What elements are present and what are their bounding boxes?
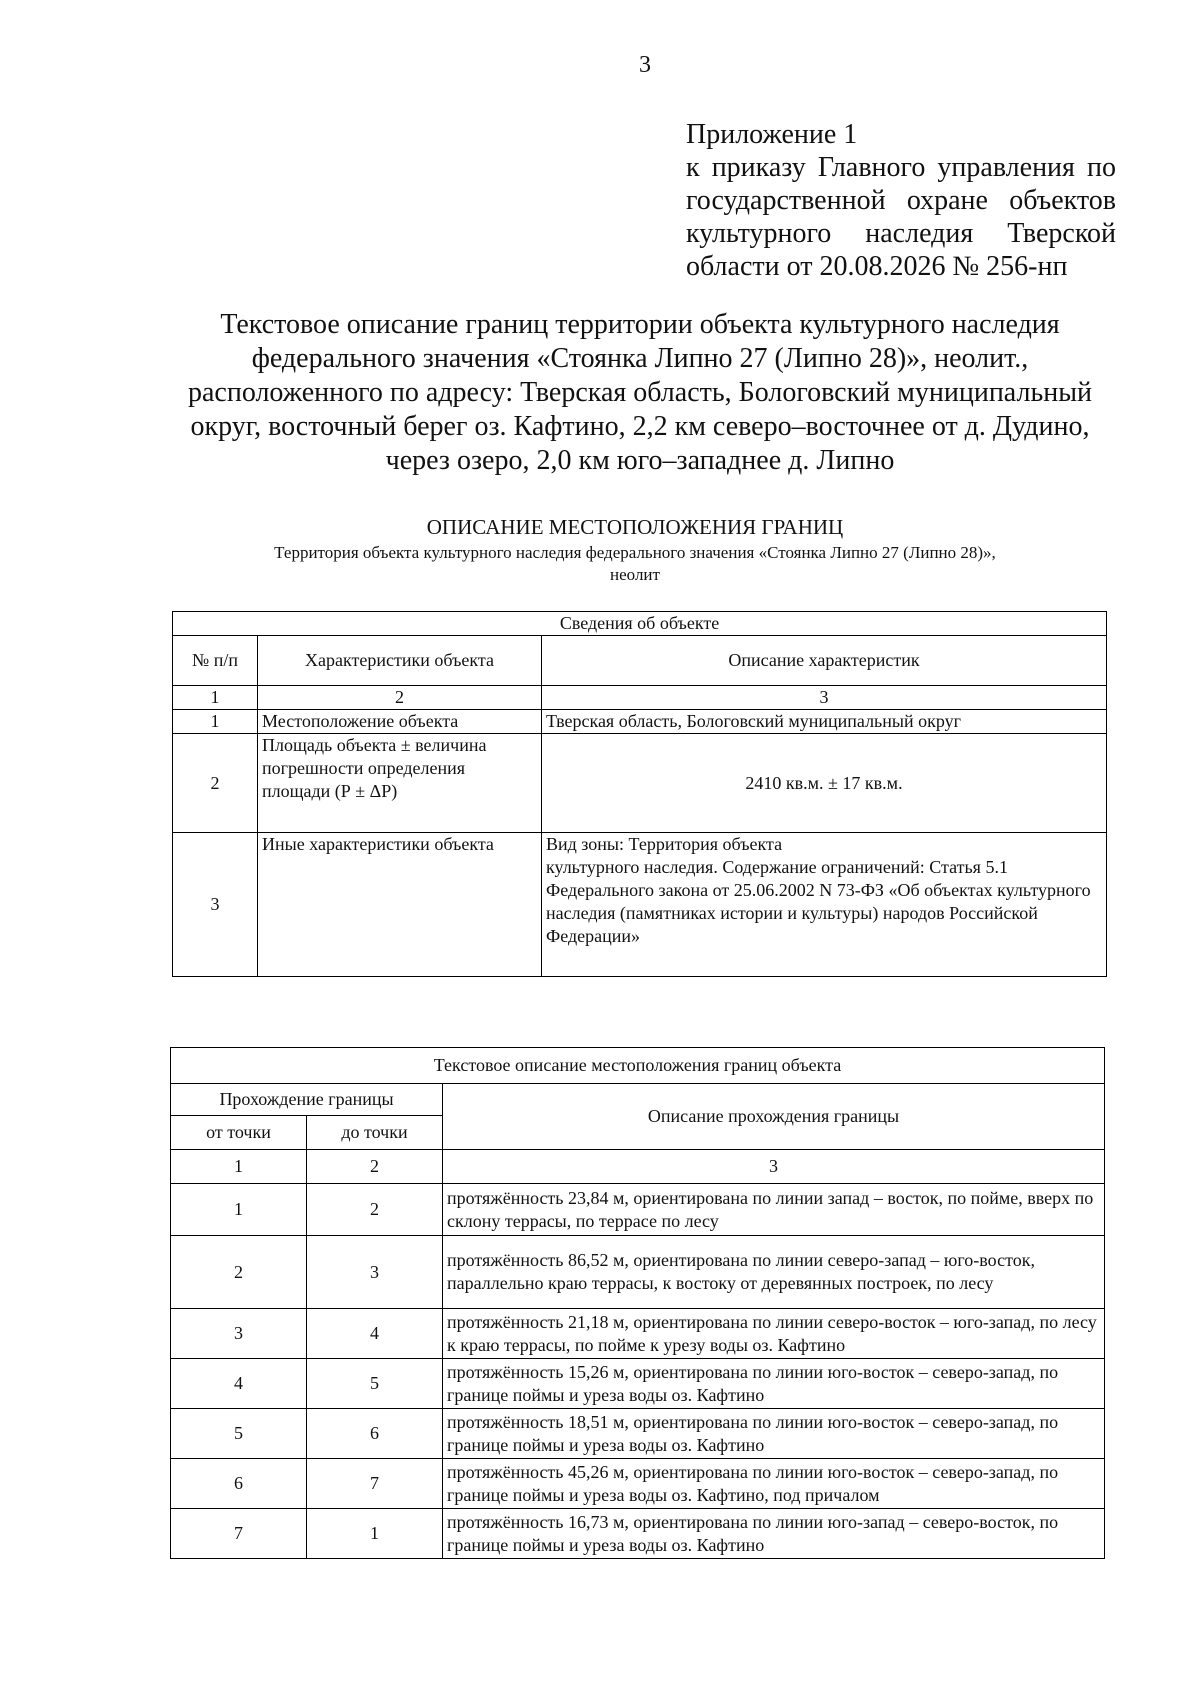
row-from: 1 [171,1184,307,1236]
row-characteristic: Площадь объекта ± величина погрешности определения площади (Р ± ΔР) [258,734,542,833]
table-row [171,1459,1105,1509]
row-characteristic: Местоположение объекта [258,710,542,734]
row-to: 4 [307,1309,443,1359]
row-description: протяжённость 18,51 м, ориентирована по линии юго-восток – северо-запад, по границе поймы и уреза воды оз. Кафтино [443,1409,1105,1459]
page-number: 3 [639,52,651,78]
document-title [170,308,1110,478]
row-from: 4 [171,1359,307,1409]
table-row [173,734,1107,833]
col-number: 2 [258,686,542,710]
row-description [542,833,1107,977]
subheading-line: неолит [610,565,660,584]
row-description: протяжённость 45,26 м, ориентирована по линии юго-восток – северо-запад, по границе поймы и уреза воды оз. Кафтино, под причалом [443,1459,1105,1509]
row-from: 2 [171,1236,307,1309]
row-to: 5 [307,1359,443,1409]
header-from: от точки [171,1116,307,1150]
title-line: округ, восточный берег оз. Кафтино, 2,2 км северо–восточнее от д. Дудино, [190,411,1090,442]
row-to: 2 [307,1184,443,1236]
title-line: через озеро, 2,0 км юго–западнее д. Липно [385,445,895,476]
row-description: протяжённость 16,73 м, ориентирована по линии юго-запад – северо-восток, по границе поймы и уреза воды оз. Кафтино [443,1509,1105,1559]
col-number: 3 [443,1150,1105,1184]
table-row [173,710,1107,734]
description-text: культурного наследия. Содержание ограничений: Статья 5.1 Федерального закона от 25.06.2002 N 73-ФЗ «Об объектах культурного наследия (памятниках истории и культуры) народов Российской Федерации» [546,857,1091,946]
header-to: до точки [307,1116,443,1150]
row-from: 6 [171,1459,307,1509]
object-info-table [172,611,1107,977]
title-line: расположенного по адресу: Тверская область, Бологовский муниципальный [187,377,1092,408]
header-passage: Прохождение границы [171,1084,443,1116]
table-row [171,1409,1105,1459]
header-description: Описание прохождения границы [443,1084,1105,1150]
subheading-line: Территория объекта культурного наследия федерального значения «Стоянка Липно 27 (Липно 28)», [274,543,996,562]
boundary-description-table [170,1047,1105,1559]
header-description: Описание характеристик [542,636,1107,686]
row-to: 6 [307,1409,443,1459]
row-description: 2410 кв.м. ± 17 кв.м. [542,734,1107,833]
appendix-reference: к приказу Главного управления по государственной охране объектов культурного наследия Тверской области от 20.08.2026 № 256-нп [686,152,1116,282]
row-characteristic: Иные характеристики объекта [258,833,542,977]
row-from: 3 [171,1309,307,1359]
section-subheading [160,542,1110,586]
row-description: протяжённость 15,26 м, ориентирована по линии юго-восток – северо-запад, по границе поймы и уреза воды оз. Кафтино [443,1359,1105,1409]
description-line: Вид зоны: Территория объекта [546,834,783,854]
row-description: протяжённость 86,52 м, ориентирована по линии северо-запад – юго-восток, параллельно краю террасы, к востоку от деревянных построек, по лесу [443,1236,1105,1309]
row-num: 1 [173,710,258,734]
col-number: 2 [307,1150,443,1184]
table-row [171,1309,1105,1359]
row-description: протяжённость 23,84 м, ориентирована по линии запад – восток, по пойме, вверх по склону террасы, по террасе по лесу [443,1184,1105,1236]
row-from: 7 [171,1509,307,1559]
row-description: протяжённость 21,18 м, ориентирована по линии северо-восток – юго-запад, по лесу к краю террасы, по пойме к урезу воды оз. Кафтино [443,1309,1105,1359]
appendix-note [686,118,1116,283]
col-number: 1 [171,1150,307,1184]
title-line: федерального значения «Стоянка Липно 27 (Липно 28)», неолит., [251,343,1029,374]
row-from: 5 [171,1409,307,1459]
appendix-title: Приложение 1 [686,119,858,150]
row-to: 1 [307,1509,443,1559]
title-line: Текстовое описание границ территории объекта культурного наследия [220,309,1060,340]
table-caption: Сведения об объекте [173,612,1107,636]
header-characteristic: Характеристики объекта [258,636,542,686]
table-row [171,1359,1105,1409]
col-number: 1 [173,686,258,710]
row-num: 3 [173,833,258,977]
row-description: Тверская область, Бологовский муниципальный округ [542,710,1107,734]
table-row [171,1236,1105,1309]
table-caption: Текстовое описание местоположения границ объекта [171,1048,1105,1084]
col-number: 3 [542,686,1107,710]
row-num: 2 [173,734,258,833]
header-num: № п/п [173,636,258,686]
table-row [171,1184,1105,1236]
row-to: 7 [307,1459,443,1509]
section-heading: ОПИСАНИЕ МЕСТОПОЛОЖЕНИЯ ГРАНИЦ [426,515,844,539]
row-to: 3 [307,1236,443,1309]
table-row [173,833,1107,977]
table-row [171,1509,1105,1559]
